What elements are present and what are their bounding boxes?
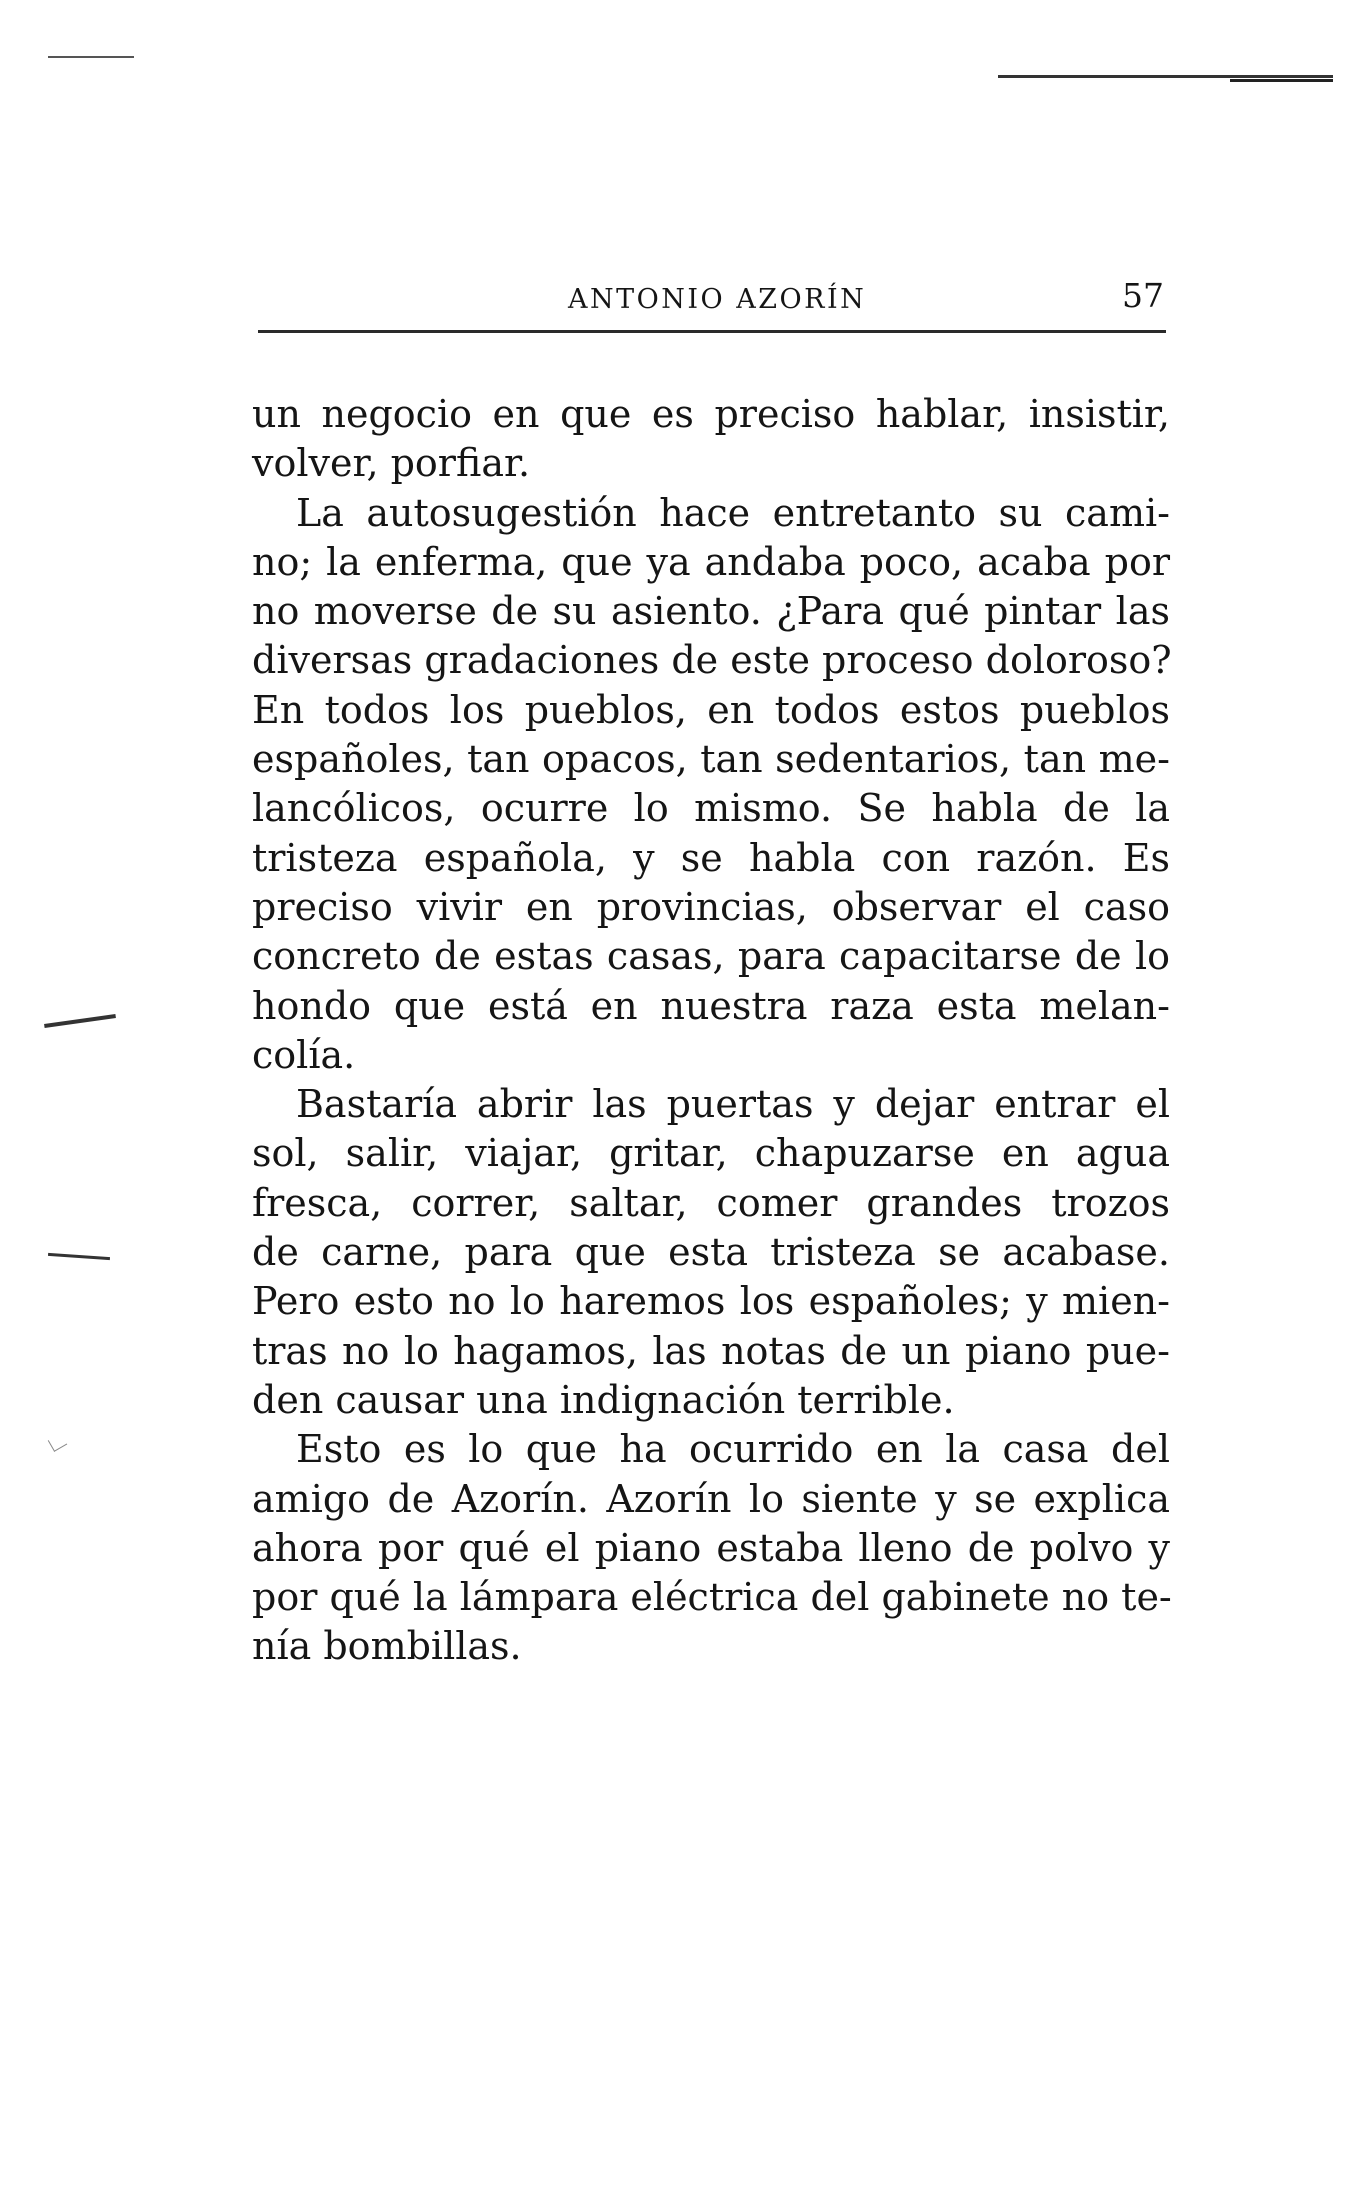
- scan-artifact-top-right-thick: [1230, 79, 1333, 82]
- text-line: nía bombillas.: [252, 1624, 522, 1669]
- text-line: un negocio en que es preciso hablar, insistir,: [252, 392, 1170, 436]
- text-line: tristeza española, y se habla con razón. Es: [252, 835, 1170, 880]
- scan-artifact-top-right: [998, 75, 1333, 78]
- scan-artifact-margin-2: [48, 1253, 110, 1260]
- scan-artifact-margin-3: [48, 1433, 67, 1452]
- text-line: Bastaría abrir las puertas y dejar entrar el: [296, 1082, 1170, 1127]
- text-line: Esto es lo que ha ocurrido en la casa del: [296, 1427, 1170, 1472]
- running-title: ANTONIO AZORÍN: [568, 284, 867, 315]
- text-line: preciso vivir en provincias, observar el caso: [252, 884, 1170, 929]
- scan-artifact-top-left: [48, 56, 134, 58]
- text-line: sol, salir, viajar, gritar, chapuzarse en agua: [252, 1131, 1170, 1176]
- text-line: por qué la lámpara eléctrica del gabinete no te-: [252, 1575, 1172, 1620]
- header-rule: [258, 330, 1166, 333]
- text-line: En todos los pueblos, en todos estos pueblos: [252, 687, 1170, 732]
- page-number: 57: [1122, 276, 1164, 315]
- text-line: hondo que está en nuestra raza esta melan-: [252, 983, 1170, 1028]
- text-line: no; la enferma, que ya andaba poco, acaba por: [252, 539, 1170, 584]
- text-line: fresca, correr, saltar, comer grandes trozos: [252, 1180, 1170, 1225]
- text-line: de carne, para que esta tristeza se acabase.: [252, 1230, 1170, 1275]
- running-head: [258, 276, 1166, 326]
- text-line: Pero esto no lo haremos los españoles; y mien-: [252, 1279, 1170, 1324]
- text-line: lancólicos, ocurre lo mismo. Se habla de la: [252, 786, 1170, 831]
- text-line: ahora por qué el piano estaba lleno de polvo y: [252, 1525, 1170, 1570]
- text-line: La autosugestión hace entretanto su cami-: [296, 490, 1170, 535]
- text-line: diversas gradaciones de este proceso doloroso?: [252, 638, 1172, 683]
- text-line: tras no lo hagamos, las notas de un piano pue-: [252, 1328, 1170, 1373]
- scan-artifact-margin-1: [44, 1014, 116, 1028]
- text-line: den causar una indignación terrible.: [252, 1377, 955, 1422]
- text-line: volver, porfiar.: [252, 441, 531, 486]
- text-line: concreto de estas casas, para capacitarse de lo: [252, 934, 1170, 979]
- text-line: no moverse de su asiento. ¿Para qué pintar las: [252, 589, 1170, 634]
- text-line: españoles, tan opacos, tan sedentarios, tan me-: [252, 737, 1170, 782]
- body-text: [252, 390, 1170, 1672]
- text-line: amigo de Azorín. Azorín lo siente y se explica: [252, 1476, 1170, 1521]
- text-line: colía.: [252, 1032, 356, 1077]
